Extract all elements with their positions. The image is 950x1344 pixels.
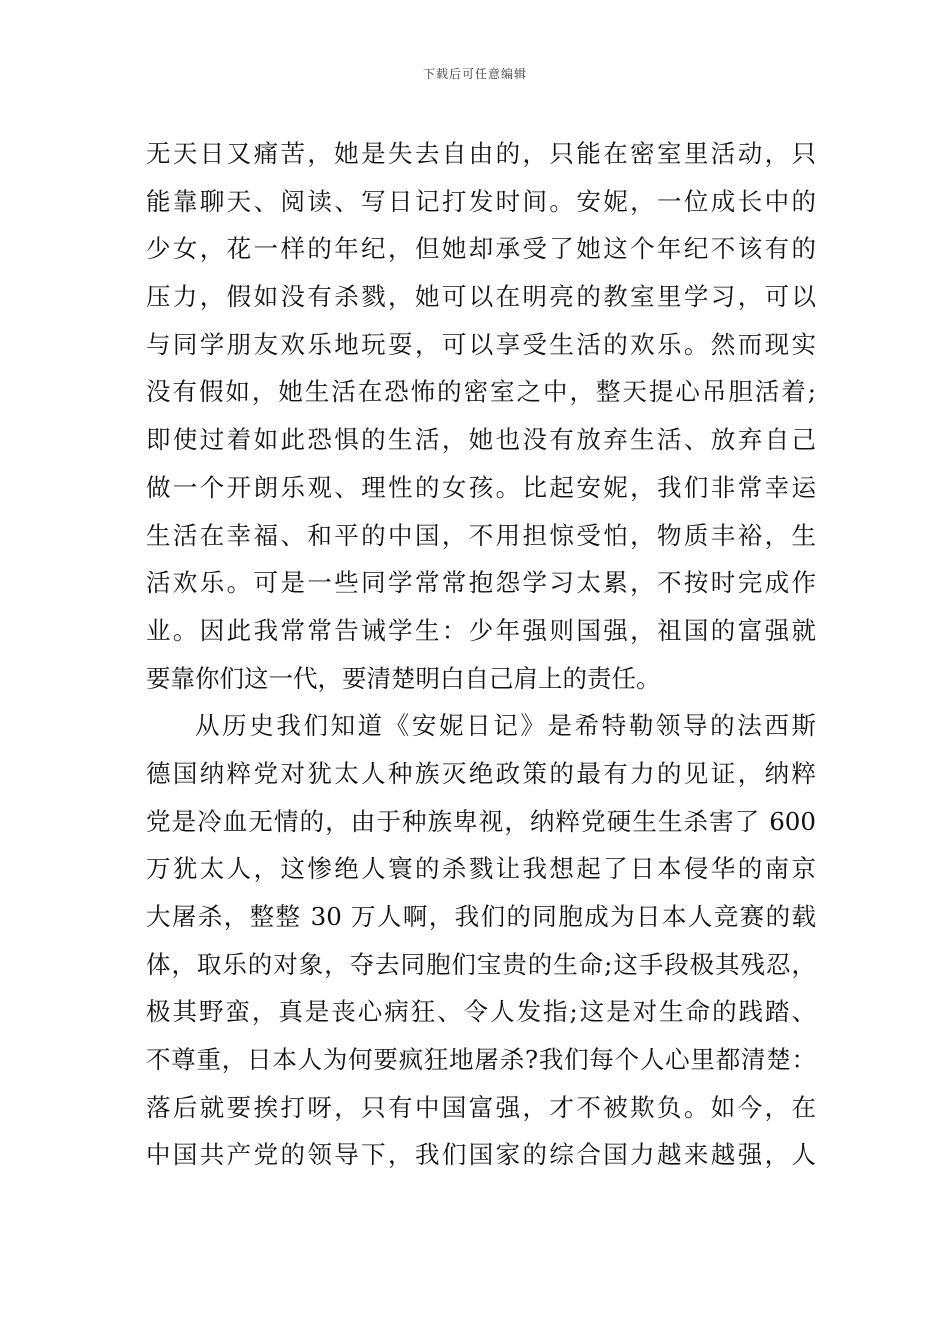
body-line: 大屠杀，整整 30 万人啊，我们的同胞成为日本人竞赛的载 bbox=[146, 902, 816, 931]
body-line: 能靠聊天、阅读、写日记打发时间。安妮，一位成长中的 bbox=[146, 186, 816, 216]
body-line: 党是冷血无情的，由于种族卑视，纳粹党硬生生杀害了 600 bbox=[146, 806, 816, 836]
body-line: 体，取乐的对象，夺去同胞们宝贵的生命;这手段极其残忍， bbox=[146, 949, 816, 979]
body-line: 无天日又痛苦，她是失去自由的，只能在密室里活动，只 bbox=[146, 139, 816, 168]
document-body bbox=[146, 130, 816, 1179]
body-line: 落后就要挨打呀，只有中国富强，才不被欺负。如今，在 bbox=[146, 1092, 816, 1122]
paragraph-end-line: 要靠你们这一代，要清楚明白自己肩上的责任。 bbox=[146, 663, 661, 693]
body-line: 业。因此我常常告诫学生：少年强则国强，祖国的富强就 bbox=[146, 615, 816, 645]
body-line: 极其野蛮，真是丧心病狂、令人发指;这是对生命的践踏、 bbox=[146, 997, 816, 1027]
body-line: 与同学朋友欢乐地玩耍，可以享受生活的欢乐。然而现实 bbox=[146, 329, 816, 359]
body-line: 活欢乐。可是一些同学常常抱怨学习太累，不按时完成作 bbox=[146, 568, 816, 598]
body-line: 不尊重，日本人为何要疯狂地屠杀?我们每个人心里都清楚： bbox=[146, 1045, 816, 1075]
page-header-watermark: 下载后可任意编辑 bbox=[422, 67, 527, 81]
body-line: 少女，花一样的年纪，但她却承受了她这个年纪不该有的 bbox=[146, 234, 816, 264]
body-line: 德国纳粹党对犹太人种族灭绝政策的最有力的见证，纳粹 bbox=[146, 758, 816, 788]
body-line: 中国共产党的领导下，我们国家的综合国力越来越强，人 bbox=[146, 1140, 816, 1170]
body-line: 即使过着如此恐惧的生活，她也没有放弃生活、放弃自己 bbox=[146, 425, 816, 455]
body-line: 生活在幸福、和平的中国，不用担惊受怕，物质丰裕，生 bbox=[146, 520, 816, 550]
paragraph-start-line: 从历史我们知道《安妮日记》是希特勒领导的法西斯 bbox=[195, 711, 816, 741]
body-line: 万犹太人，这惨绝人寰的杀戮让我想起了日本侵华的南京 bbox=[146, 854, 816, 884]
body-line: 压力，假如没有杀戮，她可以在明亮的教室里学习，可以 bbox=[146, 282, 816, 312]
body-line: 做一个开朗乐观、理性的女孩。比起安妮，我们非常幸运 bbox=[146, 472, 816, 502]
body-line: 没有假如，她生活在恐怖的密室之中，整天提心吊胆活着; bbox=[146, 377, 816, 407]
